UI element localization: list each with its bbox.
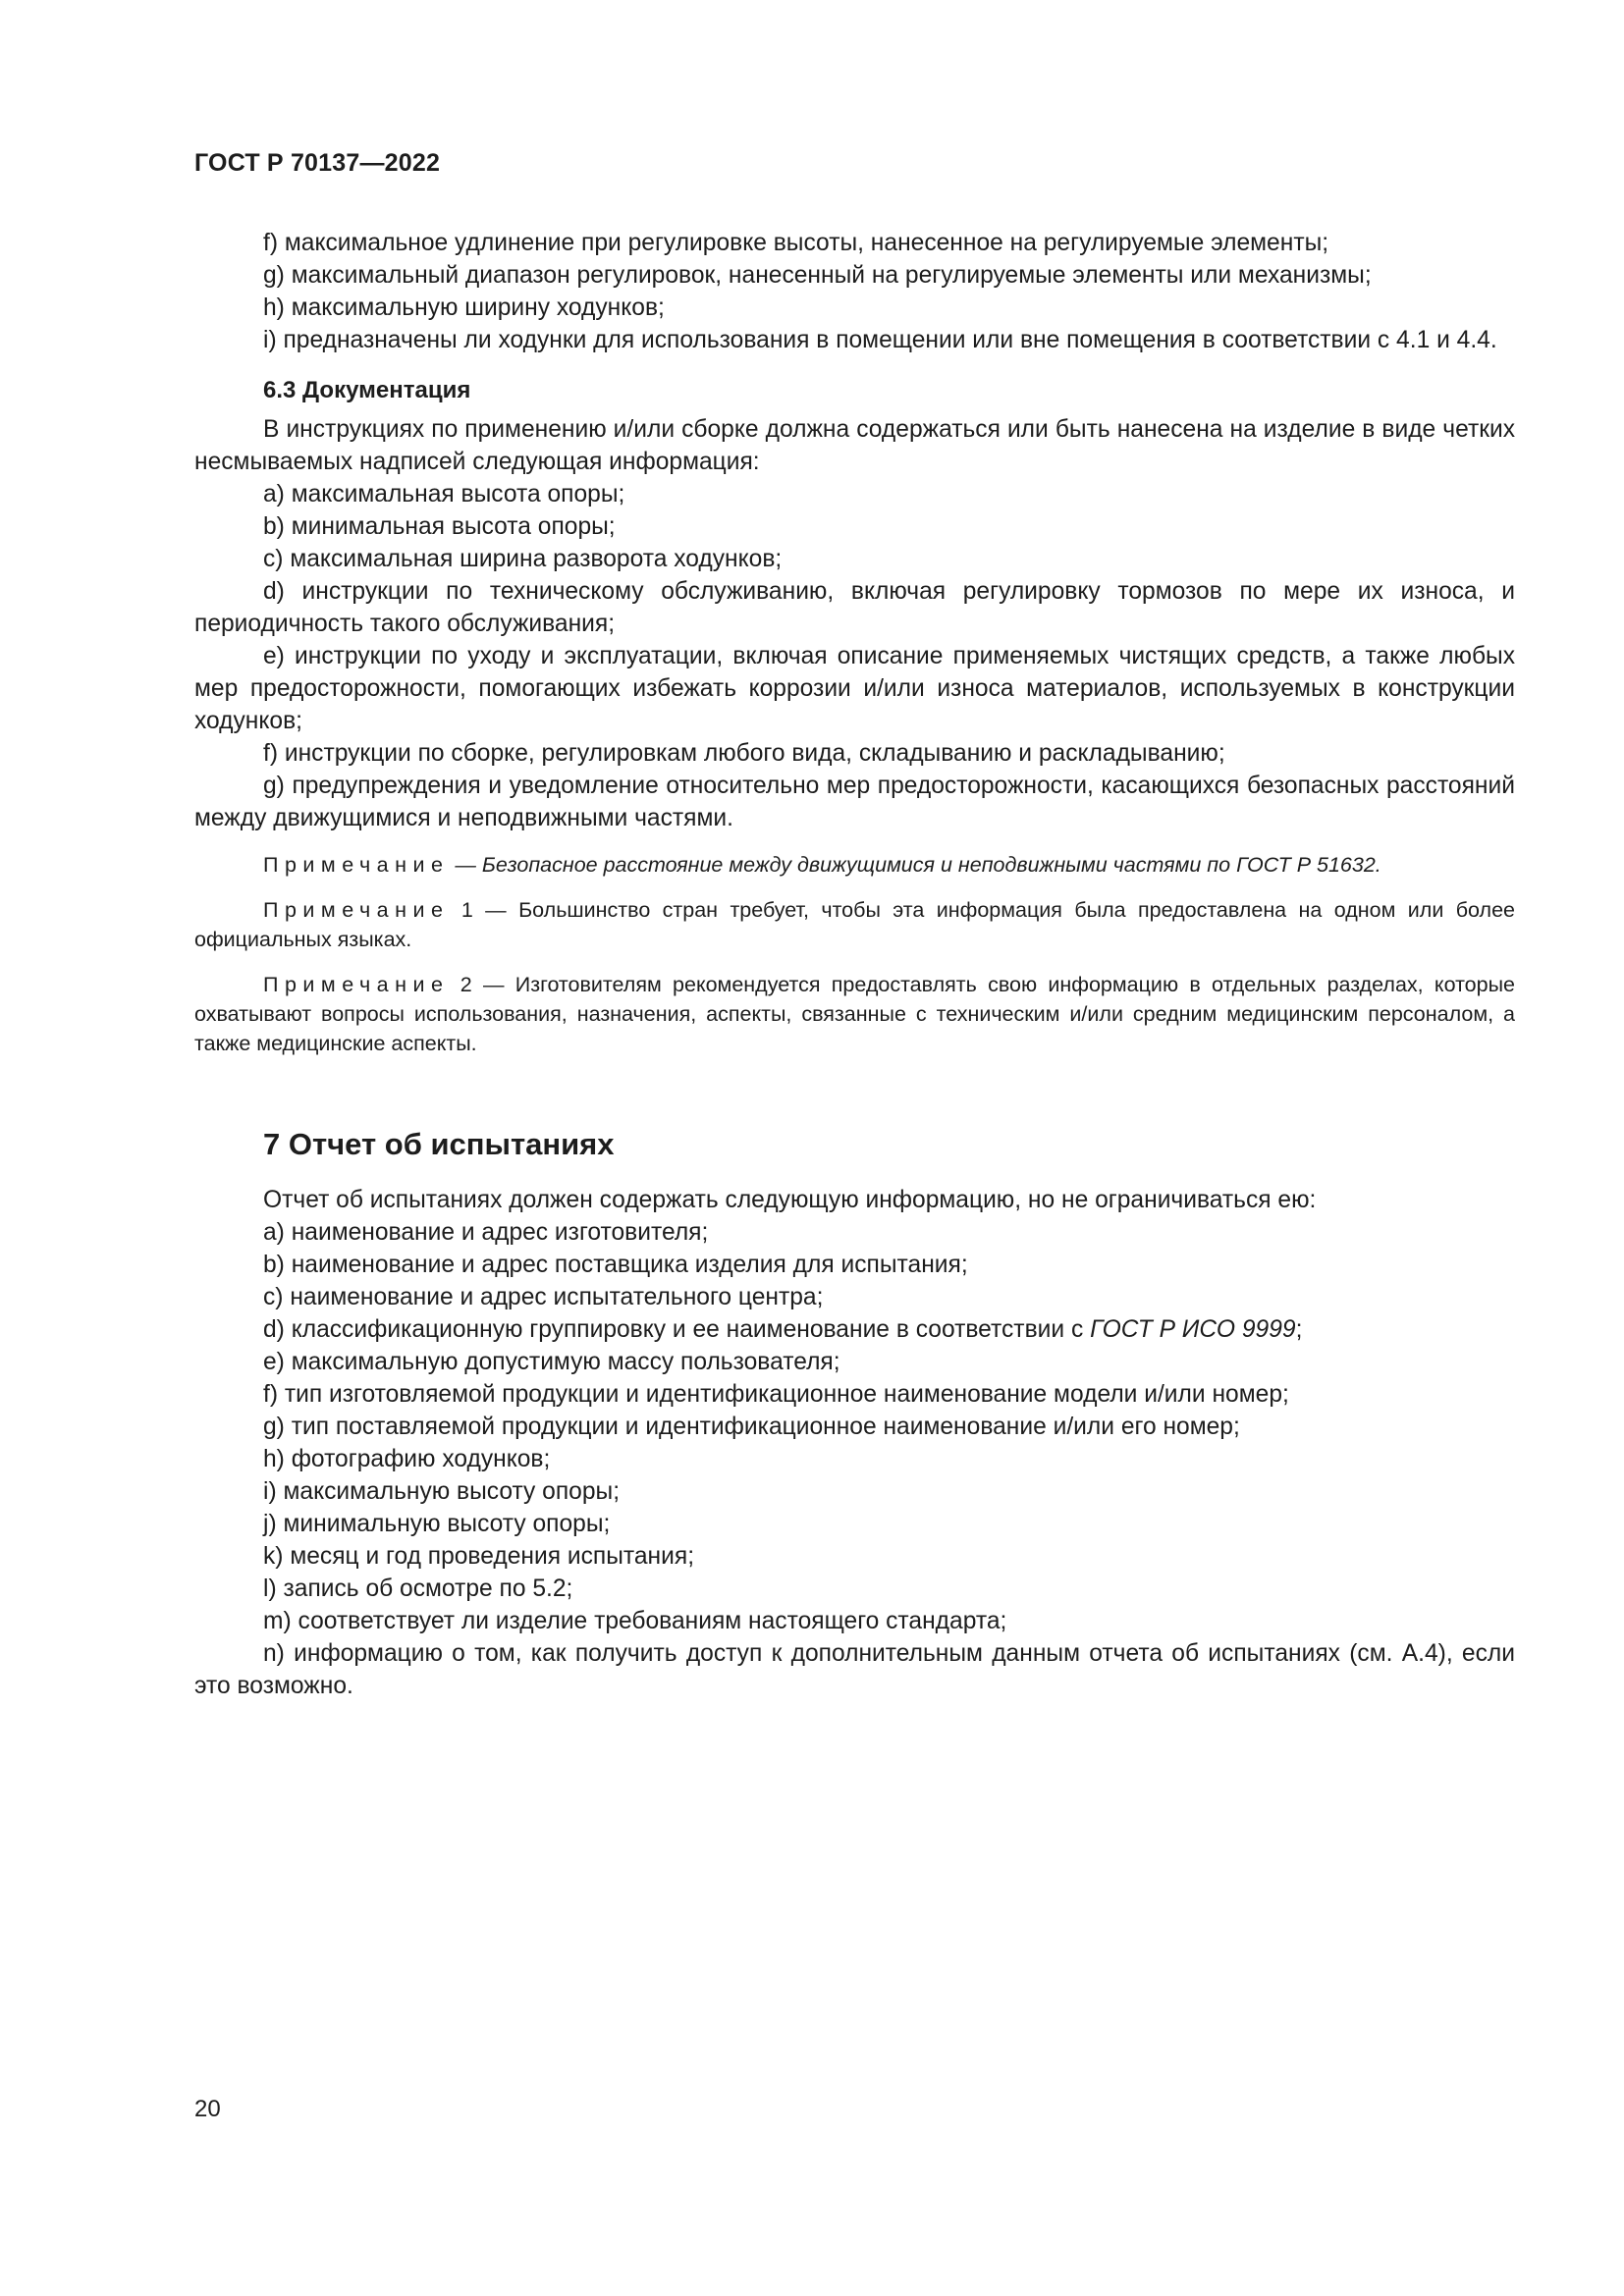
list-item: b) наименование и адрес поставщика изделия для испытания; xyxy=(263,1252,968,1278)
list-item xyxy=(194,1313,1515,1346)
list-item: c) максимальная ширина разворота ходунков; xyxy=(263,546,783,572)
note-label: Примечание xyxy=(263,898,450,922)
list-item: b) минимальная высота опоры; xyxy=(263,513,616,540)
note-text: 2 — Изготовителям рекомендуется предоставлять свою информацию в отдельных разделах, которые охватывают вопросы использования, назначения, аспекты, связанные с техническим и/или средним медицинским персоналом, а также медицинские аспекты. xyxy=(194,973,1515,1055)
section-heading-6-3: 6.3 Документация xyxy=(263,377,471,403)
list-item: j) минимальную высоту опоры; xyxy=(263,1511,611,1537)
list-item-text: d) классификационную группировку и ее наименование в соответствии с xyxy=(263,1316,1091,1343)
note xyxy=(194,970,1515,1058)
section-intro: Отчет об испытаниях должен содержать следующую информацию, но не ограничиваться ею: xyxy=(263,1187,1317,1213)
document-code-header: ГОСТ Р 70137—2022 xyxy=(194,149,441,177)
page-number: 20 xyxy=(194,2096,221,2122)
list-item: f) тип изготовляемой продукции и идентификационное наименование модели и/или номер; xyxy=(263,1381,1289,1408)
list-item: f) максимальное удлинение при регулировке высоты, нанесенное на регулируемые элементы; xyxy=(263,230,1329,256)
list-item: g) тип поставляемой продукции и идентификационное наименование и/или его номер; xyxy=(263,1414,1240,1440)
list-item: e) максимальную допустимую массу пользователя; xyxy=(263,1349,840,1375)
page-content xyxy=(194,227,1515,1702)
note xyxy=(194,850,1515,880)
list-item: e) инструкции по уходу и эксплуатации, включая описание применяемых чистящих средств, а также любых мер предосторожности, помогающих избежать коррозии и/или износа материалов, используемых в конструкции ходунков; xyxy=(194,643,1515,734)
list-item: l) запись об осмотре по 5.2; xyxy=(263,1575,573,1602)
list-item: a) наименование и адрес изготовителя; xyxy=(263,1219,709,1246)
list-item: a) максимальная высота опоры; xyxy=(263,481,625,507)
list-item: m) соответствует ли изделие требованиям настоящего стандарта; xyxy=(263,1608,1007,1634)
list-item: h) максимальную ширину ходунков; xyxy=(263,294,665,321)
list-item: i) предназначены ли ходунки для использования в помещении или вне помещения в соответствии с 4.1 и 4.4. xyxy=(263,327,1497,353)
section-intro: В инструкциях по применению и/или сборке должна содержаться или быть нанесена на изделие в виде четких несмываемых надписей следующая информация: xyxy=(194,416,1515,475)
note-text: — Безопасное расстояние между движущимися и неподвижными частями по ГОСТ Р 51632. xyxy=(449,853,1381,877)
note-label: Примечание xyxy=(263,973,450,996)
note-label: Примечание xyxy=(263,853,450,877)
list-item: i) максимальную высоту опоры; xyxy=(263,1478,621,1505)
list-item: h) фотографию ходунков; xyxy=(263,1446,551,1472)
list-item: d) инструкции по техническому обслуживанию, включая регулировку тормозов по мере их износа, и периодичность такого обслуживания; xyxy=(194,578,1515,637)
list-item: k) месяц и год проведения испытания; xyxy=(263,1543,695,1570)
list-item: g) максимальный диапазон регулировок, нанесенный на регулируемые элементы или механизмы; xyxy=(263,262,1372,289)
notes-block xyxy=(194,850,1515,1058)
note xyxy=(194,895,1515,954)
list-item: c) наименование и адрес испытательного центра; xyxy=(263,1284,824,1310)
standard-reference: ГОСТ Р ИСО 9999 xyxy=(1090,1316,1296,1343)
list-item: g) предупреждения и уведомление относительно мер предосторожности, касающихся безопасных расстояний между движущимися и неподвижными частями. xyxy=(194,773,1515,831)
list-item: n) информацию о том, как получить доступ к дополнительным данным отчета об испытаниях (см. А.4), если это возможно. xyxy=(194,1640,1515,1699)
section-heading-7: 7 Отчет об испытаниях xyxy=(263,1127,615,1161)
list-item-end: ; xyxy=(1295,1316,1303,1343)
note-text: 1 — Большинство стран требует, чтобы эта информация была предоставлена на одном или более официальных языках. xyxy=(194,898,1515,951)
list-item: f) инструкции по сборке, регулировкам любого вида, складыванию и раскладыванию; xyxy=(263,740,1225,767)
